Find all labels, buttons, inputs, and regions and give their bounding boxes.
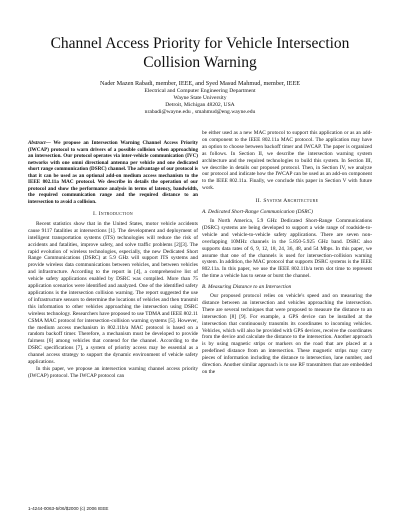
author-city: Detroit, Michigan 48202, USA	[165, 102, 235, 108]
intro-paragraph-1: Recent statistics show that in the United States, motor vehicle accidents cause 9117 fatalities at intersections [1]. The development and deployment of intelligent transportation systems (ITS) technologies will reduce the risk of accidents and fatalities, improve safety, and solve traffic problems [2][3]. The rapid evolution of wireless technologies, especially, the new Dedicated Short Range Communications (DSRC) at 5.9 GHz will support ITS systems and provide wireless data communications between vehicles, and between vehicles and infrastructure. According to the report in [4], a comprehensive list of vehicle safety applications enabled by DSRC was compiled. More than 75 application scenarios were identified and analyzed. One of the identified safety applications is the intersection collision warning. The report suggested the use of infrastructure sensors to determine the locations of vehicles and then transmit this information to other vehicles approaching the intersection using DSRC wireless technology. Researchers have proposed to use TDMA and IEEE 802.11 CSMA MAC protocol for intersection-collision warning systems [5]. However, the medium access mechanism in 802.11b/a MAC protocol is based on a random backoff timer. Therefore, a mechanism must be developed to provide fairness [6] among vehicles that contend for the channel. According to the DSRC specifications [7], a system of priority access may be essential as a channel access strategy to support the dynamic environment of vehicle safety applications.	[28, 220, 198, 366]
left-column	[28, 140, 198, 380]
author-university: Wayne State University	[173, 95, 227, 101]
subsection-heading-distance: B. Measuring Distance to an Intersection	[202, 284, 292, 291]
title-line-1: Channel Access Priority for Vehicle Intersection	[50, 35, 350, 52]
distance-paragraph: Our proposed protocol relies on vehicle's speed and on measuring the distance between an intersection and vehicles approaching the intersection. There are several techniques that were proposed to measure the distance to an intersection [8] [9]. For example, a GPS device can be installed at the intersection that continuously transmits its coordinates to incoming vehicles. Vehicles, which will also be provided with GPS devices, receive the coordinates from the device and calculate the distance to the intersection. Another approach is by using magnetic strips or markers on the road that are placed at a predefined distance from an intersection. These magnetic strips may carry pieces of information including the distance to intersection, lane number, and direction. Another similar approach is to use RF transmitters that are embedded on the	[202, 293, 372, 375]
author-names: Nader Mazen Rabadi, member, IEEE, and Syed Masud Mahmud, member, IEEE	[99, 80, 301, 87]
dsrc-paragraph: In North America, 5.9 GHz Dedicated Short-Range Communications (DSRC) systems are being developed to support a wide range of roadside-to-vehicle and vehicle-to-vehicle safety applications. There are seven non-overlapping 10MHz channels in the 5.850-5.925 GHz band. DSRC also supports data rates of 6, 9, 12, 18, 24, 36, 48, and 54 Mbps. In this paper, we assume that one of the channels is used for intersection-collision warning system. In addition, the MAC protocol that supports DSRC systems is the IEEE 802.11a. In this paper, we use the IEEE 802.11b/a term slot time to represent the time a vehicle has to sense or burst the channel.	[202, 217, 372, 280]
section-heading-system-architecture: II. System Architecture	[255, 198, 319, 205]
copyright-footer: 1-4244-0063-5/06/$2000 (c) 2006 IEEE	[28, 506, 109, 511]
author-email: nrabadi@wayne.edu , smahmud@eng.wayne.edu	[144, 109, 256, 115]
author-block	[20, 80, 380, 116]
intro-paragraph-2: In this paper, we propose an intersection warning channel access priority (IWCAP) protocol. The IWCAP protocol can	[28, 365, 198, 379]
section-heading-introduction: I. Introduction	[93, 211, 133, 217]
right-column	[202, 130, 372, 376]
author-department: Electrical and Computer Engineering Department	[144, 88, 256, 94]
intro-continuation: be either used as a new MAC protocol to support this application or as an add-on component to the IEEE 802.11a MAC protocol. The application may have an option to choose between backoff timer and IWCAP. The paper is organized as follows. In Section II, we describe the intersection warning system architecture and the required technologies to build this system. In Section III, we describe in details our proposed protocol. Then, in Section IV, we analyze our protocol and indicate how the IWCAP can be used as an add-on component to the IEEE 802.11a. Finally, we conclude this paper in Section V with future work.	[202, 130, 372, 192]
title-line-2: Collision Warning	[143, 54, 257, 71]
abstract	[28, 140, 198, 205]
paper-title	[20, 34, 380, 72]
abstract-label: Abstract	[28, 140, 46, 146]
subsection-heading-dsrc: A. Dedicated Short-Range Communication (DSRC)	[202, 209, 313, 216]
abstract-text: — We propose an Intersection Warning Channel Access Priority (IWCAP) protocol to warn drivers of a possible collision when approaching an intersection. Our protocol operates via inter-vehicle communication (IVC) networks with one omni directional antenna per vehicle and one dedicated short range communication (DSRC) channel. The advantage of our protocol is that it can be used as an optional add-on medium access mechanism to the IEEE 802.11a MAC protocol. We describe in details the operation of our protocol and show the performance analysis in terms of latency, bandwidth, the required communication range and the required distance to an intersection to avoid a collision.	[28, 140, 198, 205]
